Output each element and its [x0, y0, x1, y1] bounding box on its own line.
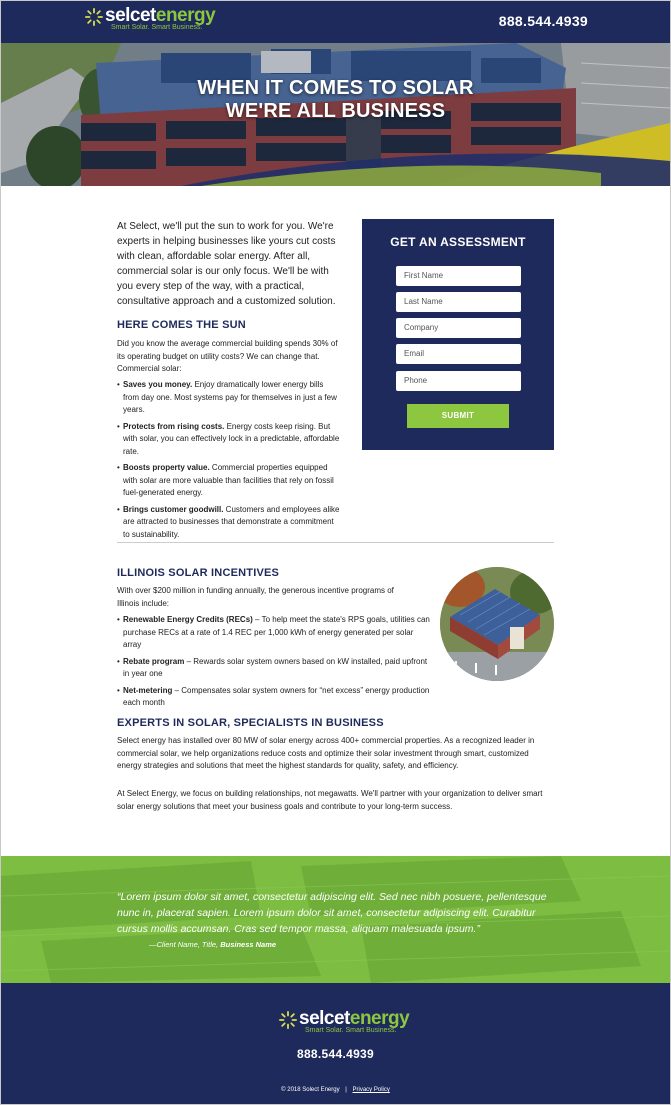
testimonial-section [1, 856, 670, 983]
list-item [117, 614, 432, 652]
incentive-text: – Compensates solar system owners for “net excess” energy production each month [123, 685, 430, 707]
email-input[interactable]: Email [396, 344, 521, 364]
list-item [117, 462, 341, 500]
benefit-text: Customers and employees alike are attracted to businesses that demonstrate a commitment to sustainability. [123, 504, 340, 539]
logo-wordmark [299, 1009, 409, 1029]
hero-title-line-1: WHEN IT COMES TO SOLAR [197, 77, 474, 99]
first-name-input[interactable]: First Name [396, 266, 521, 286]
illinois-lead: With over $200 million in funding annually, the generous incentive programs of Illinois include: [117, 586, 394, 608]
list-item [117, 504, 341, 542]
form-title: GET AN ASSESSMENT [390, 235, 526, 249]
logo-word-2: energy [349, 1008, 410, 1029]
logo-tagline: Smart Solar. Smart Business. [305, 1027, 397, 1034]
phone-input[interactable]: Phone [396, 371, 521, 391]
intro-paragraph: At Select, we'll put the sun to work for you. We're experts in helping businesses like yours cut costs with clean, affordable solar energy. After all, commercial solar is our only focus. We'll be with you every step of the way, with a practical, consultative approach and a customized solution. [117, 221, 336, 307]
logo-word-1: selcet [299, 1008, 350, 1029]
copyright-text: © 2018 Solect Energy [281, 1087, 340, 1093]
footer [1, 983, 670, 1104]
list-item [117, 421, 341, 459]
footer-legal [1, 1087, 670, 1093]
benefit-title: Saves you money. [123, 380, 193, 389]
benefit-text: Energy costs keep rising. But with solar, you can effectively lock in a predictable, affordable rate. [123, 421, 340, 456]
testimonial-quote: “Lorem ipsum dolor sit amet, consectetur adipiscing elit. Sed nec nibh posuere, pellentesque nunc in, placerat sapien. Lorem ipsum dolor sit amet, consectetur adipiscing elit. Curabitur cursus mollis accumsan. Cras sed tempor massa, aliquam malesuada ipsum.” [117, 891, 547, 935]
illinois-incentives-list [117, 614, 432, 714]
benefit-text: Enjoy dramatically lower energy bills from day one. Most systems pay for themselves in just a few years. [123, 380, 337, 414]
submit-button[interactable]: SUBMIT [407, 404, 509, 428]
company-input[interactable]: Company [396, 318, 521, 338]
section-divider [117, 542, 554, 543]
sun-section-heading: HERE COMES THE SUN [117, 319, 246, 331]
footer-separator: | [345, 1087, 347, 1093]
privacy-policy-link[interactable]: Privacy Policy [352, 1087, 390, 1093]
hero-title [1, 77, 670, 123]
assessment-form [362, 219, 554, 450]
incentive-title: Net-metering [123, 685, 173, 695]
attribution-name-title: —Client Name, Title, [149, 940, 221, 949]
logo-tagline: Smart Solar. Smart Business. [111, 24, 203, 31]
top-bar [1, 1, 670, 43]
header-phone[interactable]: 888.544.4939 [498, 13, 588, 29]
incentive-text: – Rewards solar system owners based on kW installed, paid upfront in year one [123, 656, 428, 678]
logo-word-1: selcet [105, 5, 156, 26]
testimonial-attribution [149, 940, 276, 949]
solar-roof-photo [440, 567, 554, 681]
sun-section-lead: Did you know the average commercial building spends 30% of its operating budget on utility costs? We can change that. Commercial solar: [117, 339, 338, 373]
list-item [117, 379, 341, 417]
sun-logo-icon [85, 8, 103, 26]
illinois-heading: ILLINOIS SOLAR INCENTIVES [117, 567, 280, 579]
hero-banner [1, 43, 670, 186]
logo-wordmark [105, 6, 215, 26]
logo-word-2: energy [155, 5, 216, 26]
incentive-text: – To help meet the state's RPS goals, utilities can purchase RECs at a rate of 1.4 REC per 1,000 kWh of energy generated per solar array [123, 615, 430, 649]
experts-heading: EXPERTS IN SOLAR, SPECIALISTS IN BUSINESS [117, 717, 384, 729]
sun-logo-icon [279, 1011, 297, 1029]
list-item [117, 656, 432, 681]
attribution-business: Business Name [220, 940, 277, 949]
sun-benefits-list [117, 379, 341, 545]
experts-paragraph-1: Select energy has installed over 80 MW of solar energy across 400+ commercial properties. As a recognized leader in commercial solar, we help organizations reduce costs and optimize their solar investment through smart, customized energy strategies and solutions that meet the highest standards for quality, safety, and efficiency. [117, 736, 535, 770]
benefit-title: Protects from rising costs. [123, 421, 225, 431]
experts-paragraph-2: At Select Energy, we focus on building relationships, not megawatts. We'll partner with your organization to deliver smart solar energy solutions that meet your business goals and contribute to your long-term success. [117, 789, 543, 811]
benefit-title: Boosts property value. [123, 463, 210, 472]
benefit-title: Brings customer goodwill. [123, 504, 224, 514]
footer-logo[interactable] [279, 1009, 409, 1034]
last-name-input[interactable]: Last Name [396, 292, 521, 312]
benefit-text: Commercial properties equipped with solar are more valuable than facilities that rely on fossil fuel-generated energy. [123, 463, 334, 497]
header-logo[interactable] [85, 6, 215, 31]
hero-title-line-2: WE'RE ALL BUSINESS [225, 100, 446, 122]
list-item [117, 685, 432, 710]
footer-phone[interactable]: 888.544.4939 [296, 1047, 374, 1061]
incentive-title: Renewable Energy Credits (RECs) [123, 615, 253, 624]
incentive-title: Rebate program [123, 656, 185, 666]
